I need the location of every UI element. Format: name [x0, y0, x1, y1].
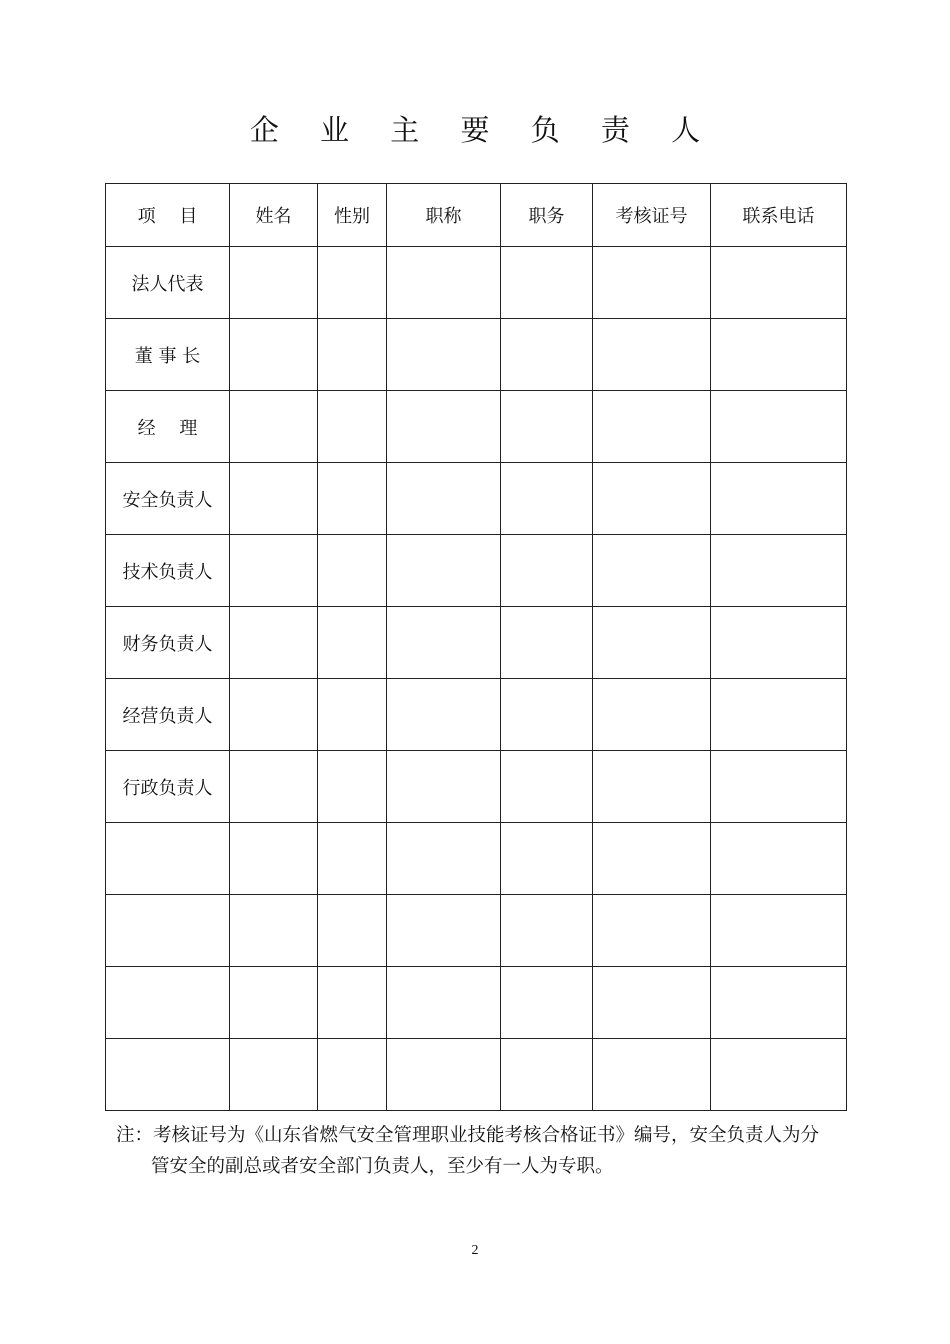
role-cell: [106, 823, 230, 895]
certificate-no-cell: [593, 391, 711, 463]
gender-cell: [318, 1039, 387, 1111]
gender-cell: [318, 391, 387, 463]
gender-cell: [318, 679, 387, 751]
role-cell: 经营负责人: [106, 679, 230, 751]
role-cell: [106, 967, 230, 1039]
name-cell: [230, 463, 318, 535]
name-cell: [230, 1039, 318, 1111]
gender-cell: [318, 967, 387, 1039]
phone-cell: [711, 895, 847, 967]
role-cell: [106, 1039, 230, 1111]
phone-cell: [711, 319, 847, 391]
certificate-no-cell: [593, 247, 711, 319]
name-cell: [230, 679, 318, 751]
footnote: [116, 1120, 856, 1182]
table-row: [106, 967, 847, 1039]
gender-cell: [318, 319, 387, 391]
phone-cell: [711, 391, 847, 463]
gender-cell: [318, 535, 387, 607]
gender-cell: [318, 247, 387, 319]
position-cell: [501, 463, 593, 535]
phone-cell: [711, 967, 847, 1039]
certificate-no-cell: [593, 535, 711, 607]
title-cell: [387, 1039, 501, 1111]
position-cell: [501, 679, 593, 751]
name-cell: [230, 823, 318, 895]
gender-cell: [318, 463, 387, 535]
name-cell: [230, 535, 318, 607]
role-cell: 行政负责人: [106, 751, 230, 823]
title-cell: [387, 463, 501, 535]
table-row: [106, 823, 847, 895]
table-row: [106, 391, 847, 463]
title-cell: [387, 967, 501, 1039]
phone-cell: [711, 751, 847, 823]
phone-cell: [711, 607, 847, 679]
name-cell: [230, 751, 318, 823]
title-cell: [387, 391, 501, 463]
gender-cell: [318, 607, 387, 679]
column-header-name: 姓名: [230, 184, 318, 247]
position-cell: [501, 535, 593, 607]
column-header-certificate-no: 考核证号: [593, 184, 711, 247]
phone-cell: [711, 463, 847, 535]
certificate-no-cell: [593, 607, 711, 679]
table-row: [106, 535, 847, 607]
position-cell: [501, 751, 593, 823]
table-row: [106, 1039, 847, 1111]
position-cell: [501, 607, 593, 679]
name-cell: [230, 247, 318, 319]
certificate-no-cell: [593, 319, 711, 391]
certificate-no-cell: [593, 1039, 711, 1111]
title-cell: [387, 247, 501, 319]
phone-cell: [711, 823, 847, 895]
column-header-title: 职称: [387, 184, 501, 247]
column-header-gender: 性别: [318, 184, 387, 247]
name-cell: [230, 607, 318, 679]
title-cell: [387, 319, 501, 391]
column-header-item: 项 目: [106, 184, 230, 247]
table-row: [106, 679, 847, 751]
role-cell: 法人代表: [106, 247, 230, 319]
phone-cell: [711, 679, 847, 751]
position-cell: [501, 391, 593, 463]
certificate-no-cell: [593, 679, 711, 751]
table-header-row: [106, 184, 847, 247]
role-cell: 技术负责人: [106, 535, 230, 607]
table-row: [106, 319, 847, 391]
name-cell: [230, 895, 318, 967]
title-cell: [387, 679, 501, 751]
position-cell: [501, 247, 593, 319]
gender-cell: [318, 895, 387, 967]
position-cell: [501, 967, 593, 1039]
title-cell: [387, 823, 501, 895]
column-header-position: 职务: [501, 184, 593, 247]
name-cell: [230, 391, 318, 463]
role-cell: 董 事 长: [106, 319, 230, 391]
title-cell: [387, 607, 501, 679]
footnote-line-1: 注：考核证号为《山东省燃气安全管理职业技能考核合格证书》编号，安全负责人为分: [116, 1125, 820, 1146]
certificate-no-cell: [593, 967, 711, 1039]
role-cell: 财务负责人: [106, 607, 230, 679]
table-row: [106, 247, 847, 319]
certificate-no-cell: [593, 751, 711, 823]
position-cell: [501, 823, 593, 895]
phone-cell: [711, 247, 847, 319]
position-cell: [501, 1039, 593, 1111]
responsible-persons-table: [105, 183, 847, 1111]
column-header-phone: 联系电话: [711, 184, 847, 247]
page-title: 企 业 主 要 负 责 人: [249, 113, 717, 147]
role-cell: 经 理: [106, 391, 230, 463]
position-cell: [501, 319, 593, 391]
role-cell: 安全负责人: [106, 463, 230, 535]
footnote-line-2: 管安全的副总或者安全部门负责人，至少有一人为专职。: [151, 1156, 614, 1177]
title-cell: [387, 535, 501, 607]
table-row: [106, 895, 847, 967]
table-row: [106, 751, 847, 823]
certificate-no-cell: [593, 823, 711, 895]
role-cell: [106, 895, 230, 967]
title-cell: [387, 895, 501, 967]
certificate-no-cell: [593, 463, 711, 535]
phone-cell: [711, 1039, 847, 1111]
page-number: 2: [471, 1243, 479, 1258]
certificate-no-cell: [593, 895, 711, 967]
phone-cell: [711, 535, 847, 607]
name-cell: [230, 967, 318, 1039]
table-row: [106, 463, 847, 535]
gender-cell: [318, 751, 387, 823]
name-cell: [230, 319, 318, 391]
position-cell: [501, 895, 593, 967]
title-cell: [387, 751, 501, 823]
gender-cell: [318, 823, 387, 895]
table-row: [106, 607, 847, 679]
